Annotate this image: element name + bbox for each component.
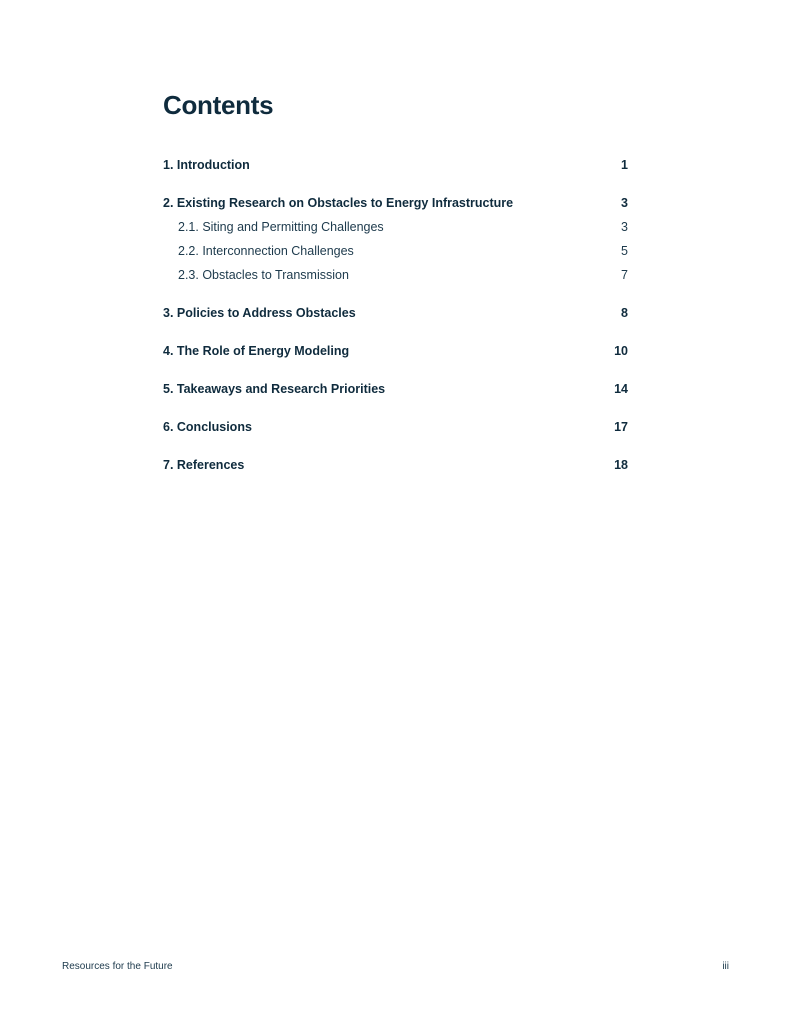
toc-entry-references[interactable]: [163, 455, 628, 475]
toc-entry-label: 2.1. Siting and Permitting Challenges: [178, 220, 384, 234]
toc-entry-label: 7. References: [163, 458, 245, 472]
toc-entry-page: 1: [621, 158, 628, 172]
toc-entry-interconnection[interactable]: [163, 241, 628, 261]
toc-entry-label: 1. Introduction: [163, 158, 250, 172]
toc-entry-page: 5: [621, 244, 628, 258]
toc-entry-page: 8: [621, 306, 628, 320]
toc-entry-label: 4. The Role of Energy Modeling: [163, 344, 350, 358]
toc-entry-label: 2.3. Obstacles to Transmission: [178, 268, 349, 282]
page-title: Contents: [163, 90, 274, 120]
toc-entry-page: 14: [614, 382, 628, 396]
toc-entry-transmission[interactable]: [163, 265, 628, 285]
toc-entry-conclusions[interactable]: [163, 417, 628, 437]
toc-entry-page: 3: [621, 196, 628, 210]
toc-entry-siting-permitting[interactable]: [163, 217, 628, 237]
toc-entry-label: 3. Policies to Address Obstacles: [163, 306, 356, 320]
toc-entry-page: 17: [614, 420, 628, 434]
footer-page-number: iii: [722, 961, 729, 972]
toc-entry-label: 2.2. Interconnection Challenges: [178, 244, 354, 258]
toc-entry-introduction[interactable]: [163, 155, 628, 175]
toc-entry-page: 7: [621, 268, 628, 282]
toc-entry-label: 2. Existing Research on Obstacles to Energy Infrastructure: [163, 196, 514, 210]
toc-entry-label: 6. Conclusions: [163, 420, 252, 434]
toc-entry-page: 3: [621, 220, 628, 234]
footer-publisher: Resources for the Future: [62, 961, 173, 972]
toc-entry-policies[interactable]: [163, 303, 628, 323]
toc-entry-energy-modeling[interactable]: [163, 341, 628, 361]
toc-entry-label: 5. Takeaways and Research Priorities: [163, 382, 386, 396]
toc-entry-existing-research[interactable]: [163, 193, 628, 213]
toc-entry-takeaways[interactable]: [163, 379, 628, 399]
toc-entry-page: 18: [614, 458, 628, 472]
toc-entry-page: 10: [614, 344, 628, 358]
